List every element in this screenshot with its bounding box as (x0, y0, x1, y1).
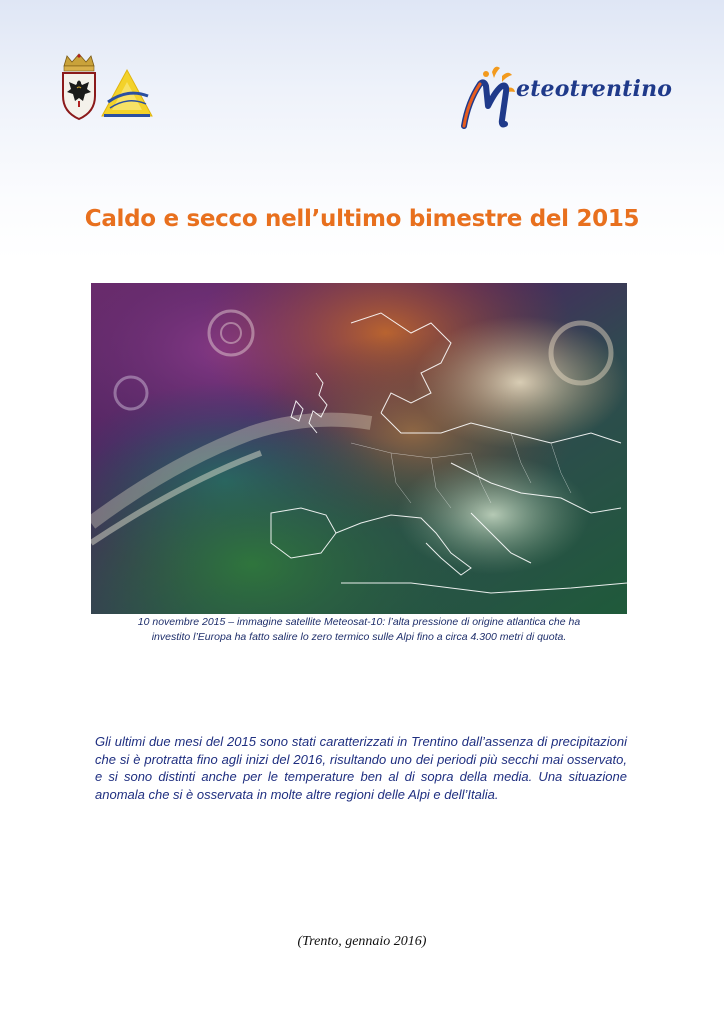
footer-date: (Trento, gennaio 2016) (297, 934, 427, 949)
trentino-coat-of-arms-logo (58, 52, 100, 122)
caption-line-1: 10 novembre 2015 – immagine satellite Meteosat-10: l’alta pressione di origine atlantica che ha (137, 616, 581, 628)
meteosat-satellite-image (91, 283, 627, 614)
body-paragraph: Gli ultimi due mesi del 2015 sono stati caratterizzati in Trentino dall’assenza di precipitazioni che si è protratta fino agli inizi del 2016, risultando uno dei periodi più secchi mai osservato, e si sono distinti anche per le temperature ben al di sopra della media. Una situazione anomala che si è osservata in molte altre regioni delle Alpi e dell’Italia. (95, 734, 627, 802)
caption-line-2: investito l’Europa ha fatto salire lo zero termico sulle Alpi fino a circa 4.300 metri di quota. (151, 631, 567, 643)
page-title: Caldo e secco nell’ultimo bimestre del 2015 (84, 206, 640, 232)
protezione-civile-logo (98, 66, 156, 120)
image-caption (91, 615, 627, 645)
meteotrentino-wordmark: eteotrentino (516, 76, 673, 102)
